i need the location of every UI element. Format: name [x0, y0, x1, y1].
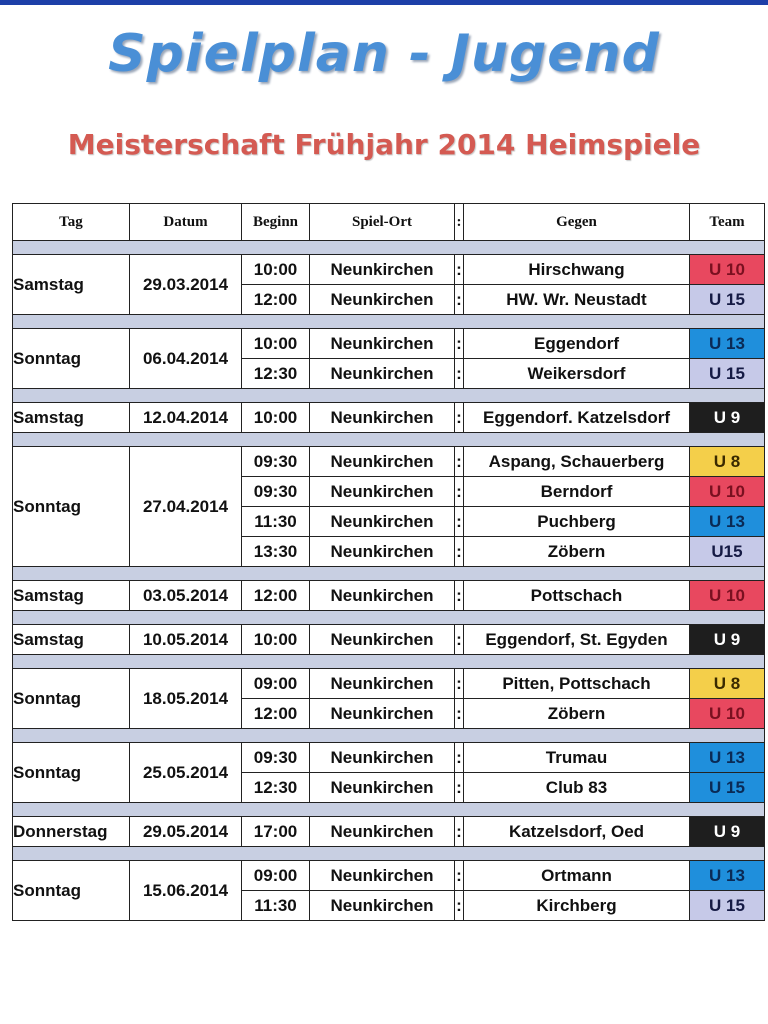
cell-team: U 10	[690, 581, 765, 611]
cell-datum: 25.05.2014	[130, 743, 242, 803]
cell-beginn: 12:30	[242, 359, 310, 389]
cell-team: U 8	[690, 447, 765, 477]
cell-separator: :	[455, 891, 464, 921]
separator-cell	[13, 389, 765, 403]
cell-team: U 13	[690, 507, 765, 537]
cell-gegen: Pitten, Pottschach	[464, 669, 690, 699]
cell-gegen: Eggendorf. Katzelsdorf	[464, 403, 690, 433]
cell-tag: Sonntag	[13, 743, 130, 803]
cell-datum: 29.05.2014	[130, 817, 242, 847]
cell-tag: Sonntag	[13, 447, 130, 567]
cell-team: U 9	[690, 817, 765, 847]
cell-separator: :	[455, 743, 464, 773]
table-row	[13, 817, 765, 847]
table-row	[13, 329, 765, 359]
cell-datum: 18.05.2014	[130, 669, 242, 729]
cell-separator: :	[455, 285, 464, 315]
cell-separator: :	[455, 403, 464, 433]
cell-gegen: Kirchberg	[464, 891, 690, 921]
cell-separator: :	[455, 447, 464, 477]
separator-row	[13, 315, 765, 329]
cell-datum: 10.05.2014	[130, 625, 242, 655]
table-row	[13, 447, 765, 477]
table-row	[13, 861, 765, 891]
page-title: Spielplan - Jugend	[108, 24, 660, 84]
col-header-datum: Datum	[130, 204, 242, 241]
separator-row	[13, 433, 765, 447]
separator-cell	[13, 729, 765, 743]
separator-row	[13, 847, 765, 861]
cell-tag: Samstag	[13, 403, 130, 433]
col-header-ort: Spiel-Ort	[310, 204, 455, 241]
separator-row	[13, 241, 765, 255]
cell-datum: 29.03.2014	[130, 255, 242, 315]
separator-row	[13, 803, 765, 817]
cell-team: U15	[690, 537, 765, 567]
cell-separator: :	[455, 507, 464, 537]
cell-separator: :	[455, 699, 464, 729]
separator-row	[13, 655, 765, 669]
separator-row	[13, 729, 765, 743]
cell-gegen: Zöbern	[464, 699, 690, 729]
cell-team: U 8	[690, 669, 765, 699]
cell-tag: Sonntag	[13, 861, 130, 921]
separator-cell	[13, 315, 765, 329]
cell-gegen: Zöbern	[464, 537, 690, 567]
cell-ort: Neunkirchen	[310, 773, 455, 803]
cell-tag: Sonntag	[13, 669, 130, 729]
cell-team: U 13	[690, 743, 765, 773]
cell-tag: Samstag	[13, 255, 130, 315]
cell-tag: Sonntag	[13, 329, 130, 389]
cell-ort: Neunkirchen	[310, 507, 455, 537]
cell-separator: :	[455, 359, 464, 389]
cell-beginn: 10:00	[242, 625, 310, 655]
cell-ort: Neunkirchen	[310, 861, 455, 891]
cell-team: U 10	[690, 699, 765, 729]
table-row	[13, 669, 765, 699]
cell-beginn: 17:00	[242, 817, 310, 847]
separator-row	[13, 611, 765, 625]
cell-team: U 13	[690, 329, 765, 359]
cell-separator: :	[455, 817, 464, 847]
cell-beginn: 09:30	[242, 477, 310, 507]
cell-team: U 15	[690, 285, 765, 315]
cell-ort: Neunkirchen	[310, 403, 455, 433]
cell-beginn: 12:00	[242, 285, 310, 315]
cell-beginn: 12:30	[242, 773, 310, 803]
cell-beginn: 12:00	[242, 581, 310, 611]
cell-ort: Neunkirchen	[310, 359, 455, 389]
col-header-tag: Tag	[13, 204, 130, 241]
table-row	[13, 581, 765, 611]
cell-ort: Neunkirchen	[310, 625, 455, 655]
cell-gegen: Katzelsdorf, Oed	[464, 817, 690, 847]
cell-ort: Neunkirchen	[310, 537, 455, 567]
col-header-beginn: Beginn	[242, 204, 310, 241]
cell-tag: Samstag	[13, 625, 130, 655]
cell-separator: :	[455, 669, 464, 699]
cell-ort: Neunkirchen	[310, 891, 455, 921]
separator-cell	[13, 567, 765, 581]
cell-separator: :	[455, 255, 464, 285]
col-header-separator: :	[455, 204, 464, 241]
col-header-team: Team	[690, 204, 765, 241]
cell-beginn: 09:30	[242, 447, 310, 477]
cell-beginn: 09:00	[242, 669, 310, 699]
schedule-body	[13, 241, 765, 921]
top-border	[0, 0, 768, 5]
cell-ort: Neunkirchen	[310, 699, 455, 729]
cell-datum: 06.04.2014	[130, 329, 242, 389]
cell-beginn: 13:30	[242, 537, 310, 567]
cell-ort: Neunkirchen	[310, 743, 455, 773]
cell-gegen: Weikersdorf	[464, 359, 690, 389]
cell-gegen: Aspang, Schauerberg	[464, 447, 690, 477]
cell-team: U 10	[690, 477, 765, 507]
cell-datum: 12.04.2014	[130, 403, 242, 433]
cell-gegen: Trumau	[464, 743, 690, 773]
col-header-gegen: Gegen	[464, 204, 690, 241]
cell-separator: :	[455, 773, 464, 803]
cell-tag: Samstag	[13, 581, 130, 611]
schedule-table	[12, 203, 765, 921]
cell-ort: Neunkirchen	[310, 581, 455, 611]
cell-team: U 9	[690, 625, 765, 655]
separator-cell	[13, 847, 765, 861]
cell-separator: :	[455, 581, 464, 611]
cell-datum: 27.04.2014	[130, 447, 242, 567]
table-row	[13, 743, 765, 773]
cell-ort: Neunkirchen	[310, 447, 455, 477]
separator-cell	[13, 655, 765, 669]
cell-ort: Neunkirchen	[310, 329, 455, 359]
cell-team: U 13	[690, 861, 765, 891]
page-subtitle: Meisterschaft Frühjahr 2014 Heimspiele	[67, 128, 701, 161]
table-row	[13, 403, 765, 433]
separator-row	[13, 567, 765, 581]
cell-beginn: 09:00	[242, 861, 310, 891]
cell-ort: Neunkirchen	[310, 255, 455, 285]
cell-gegen: Ortmann	[464, 861, 690, 891]
cell-beginn: 11:30	[242, 507, 310, 537]
cell-beginn: 09:30	[242, 743, 310, 773]
cell-gegen: Club 83	[464, 773, 690, 803]
cell-team: U 15	[690, 773, 765, 803]
header-row	[13, 204, 765, 241]
cell-gegen: Eggendorf	[464, 329, 690, 359]
cell-gegen: HW. Wr. Neustadt	[464, 285, 690, 315]
cell-gegen: Eggendorf, St. Egyden	[464, 625, 690, 655]
cell-beginn: 11:30	[242, 891, 310, 921]
cell-ort: Neunkirchen	[310, 817, 455, 847]
cell-ort: Neunkirchen	[310, 477, 455, 507]
cell-datum: 15.06.2014	[130, 861, 242, 921]
cell-team: U 15	[690, 891, 765, 921]
cell-team: U 9	[690, 403, 765, 433]
cell-beginn: 12:00	[242, 699, 310, 729]
cell-separator: :	[455, 329, 464, 359]
separator-cell	[13, 241, 765, 255]
separator-cell	[13, 803, 765, 817]
cell-gegen: Hirschwang	[464, 255, 690, 285]
separator-cell	[13, 611, 765, 625]
cell-beginn: 10:00	[242, 255, 310, 285]
cell-gegen: Puchberg	[464, 507, 690, 537]
cell-datum: 03.05.2014	[130, 581, 242, 611]
cell-team: U 10	[690, 255, 765, 285]
cell-separator: :	[455, 861, 464, 891]
cell-separator: :	[455, 625, 464, 655]
cell-separator: :	[455, 537, 464, 567]
cell-gegen: Pottschach	[464, 581, 690, 611]
cell-beginn: 10:00	[242, 329, 310, 359]
cell-separator: :	[455, 477, 464, 507]
table-row	[13, 625, 765, 655]
separator-row	[13, 389, 765, 403]
cell-tag: Donnerstag	[13, 817, 130, 847]
separator-cell	[13, 433, 765, 447]
cell-ort: Neunkirchen	[310, 669, 455, 699]
cell-team: U 15	[690, 359, 765, 389]
table-row	[13, 255, 765, 285]
cell-ort: Neunkirchen	[310, 285, 455, 315]
cell-beginn: 10:00	[242, 403, 310, 433]
cell-gegen: Berndorf	[464, 477, 690, 507]
